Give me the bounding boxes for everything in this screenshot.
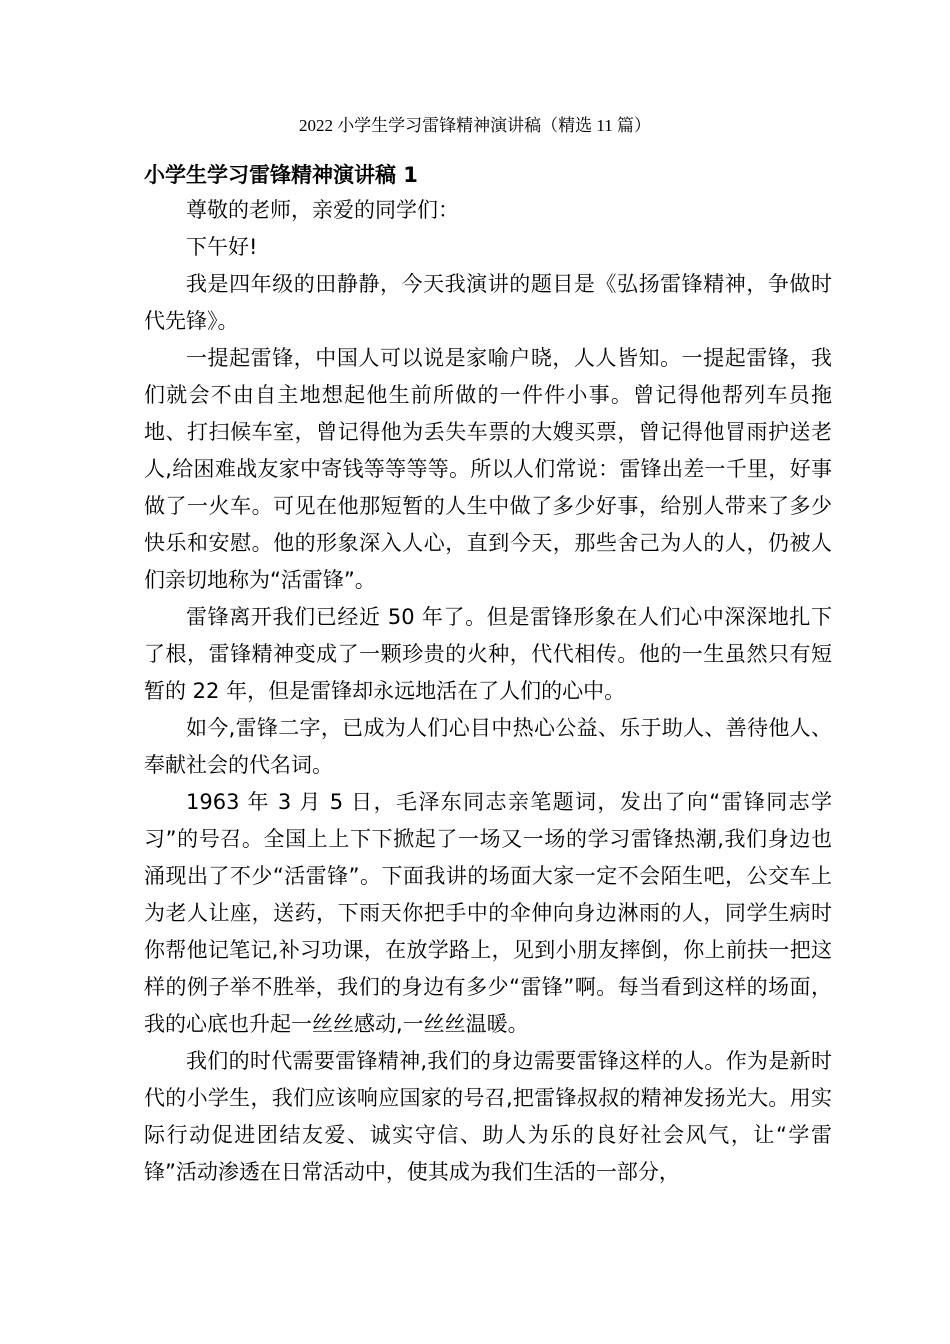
paragraph-greeting: 尊敬的老师，亲爱的同学们： <box>186 198 459 222</box>
paragraph-lei-feng-meaning: 如今,雷锋二字，已成为人们心目中热心公益、乐于助人、善待他人、奉献社会的代名词。 <box>144 716 832 777</box>
paragraph-lei-feng-legacy: 雷锋离开我们已经近 50 年了。但是雷锋形象在人们心中深深地扎下了根，雷锋精神变成了一颗珍贵的火种，代代相传。他的一生虽然只有短暂的 22 年，但是雷锋却永远地活在了人们的心中。 <box>144 605 832 703</box>
paragraph-lei-feng-deeds: 一提起雷锋，中国人可以说是家喻户晓，人人皆知。一提起雷锋，我们就会不由自主地想起他生前所做的一件件小事。曾记得他帮列车员拖地、打扫候车室，曾记得他为丢失车票的大嫂买票，曾记得他冒雨护送老人,给困难战友家中寄钱等等等等。所以人们常说：雷锋出差一千里，好事做了一火车。可见在他那短暂的人生中做了多少好事，给别人带来了多少快乐和安慰。他的形象深入人心，直到今天，那些舍己为人的人，仍被人们亲切地称为“活雷锋”。 <box>144 346 832 592</box>
paragraph-introduction: 我是四年级的田静静，今天我演讲的题目是《弘扬雷锋精神，争做时代先锋》。 <box>144 272 832 333</box>
section-heading: 小学生学习雷锋精神演讲稿 1 <box>144 163 418 187</box>
document-body <box>144 158 832 1191</box>
document-title: 2022 小学生学习雷锋精神演讲稿（精选 11 篇） <box>298 116 652 135</box>
paragraph-good-afternoon: 下午好! <box>186 235 258 259</box>
paragraph-1963-call: 1963 年 3 月 5 日，毛泽东同志亲笔题词，发出了向“雷锋同志学习”的号召。全国上上下下掀起了一场又一场的学习雷锋热潮,我们身边也涌现出了不少“活雷锋”。下面我讲的场面大家一定不会陌生吧，公交车上为老人让座，送药，下雨天你把手中的伞伸向身边淋雨的人，同学生病时你帮他记笔记,补习功课，在放学路上，见到小朋友摔倒，你上前扶一把这样的例子举不胜举，我们的身边有多少“雷锋”啊。每当看到这样的场面，我的心底也升起一丝丝感动,一丝丝温暖。 <box>144 790 832 1036</box>
paragraph-our-era: 我们的时代需要雷锋精神,我们的身边需要雷锋这样的人。作为是新时代的小学生，我们应该响应国家的号召,把雷锋叔叔的精神发扬光大。用实际行动促进团结友爱、诚实守信、助人为乐的良好社会风气，让“学雷锋”活动渗透在日常活动中，使其成为我们生活的一部分， <box>144 1049 832 1184</box>
